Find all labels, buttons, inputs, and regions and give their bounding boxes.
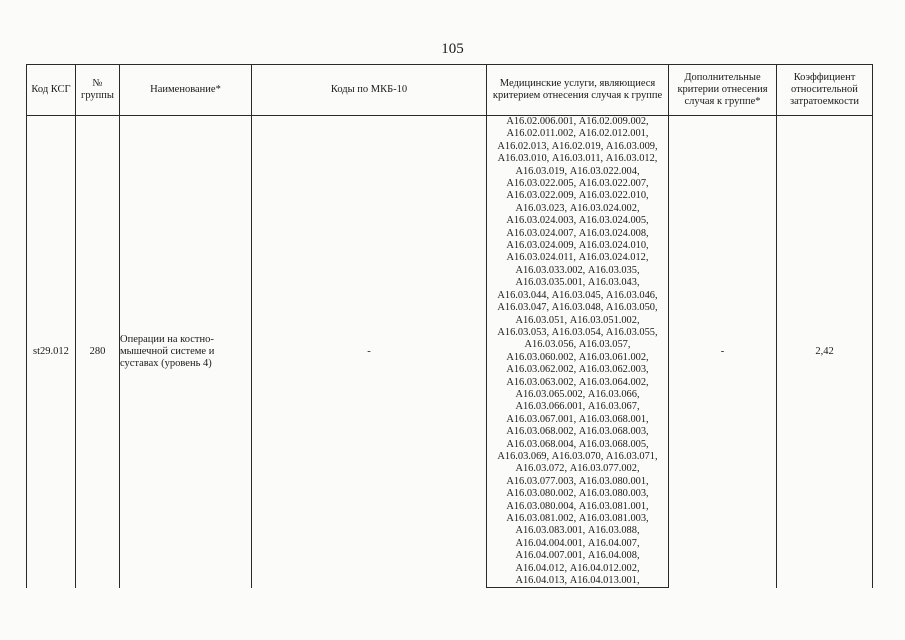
- service-codes-line: А16.03.072, А16.03.077.002,: [515, 463, 640, 475]
- service-codes-line: А16.03.051, А16.03.051.002,: [515, 314, 640, 326]
- service-codes-line: А16.03.035.001, А16.03.043,: [515, 277, 640, 289]
- header-services: Медицинские услуги, являющиеся критерием отнесения случая к группе: [487, 65, 669, 116]
- service-codes-line: А16.04.012, А16.04.012.002,: [515, 562, 640, 574]
- header-code: Код КСГ: [27, 65, 76, 116]
- service-codes-line: А16.03.033.002, А16.03.035,: [515, 264, 640, 276]
- service-codes-line: А16.03.019, А16.03.022.004,: [515, 165, 640, 177]
- service-codes-line: А16.03.056, А16.03.057,: [524, 339, 631, 351]
- service-codes-line: А16.03.044, А16.03.045, А16.03.046,: [497, 289, 658, 301]
- header-name: Наименование*: [120, 65, 252, 116]
- service-codes-line: А16.03.081.002, А16.03.081.003,: [506, 513, 649, 524]
- service-codes-line: А16.03.083.001, А16.03.088,: [515, 525, 640, 537]
- service-codes-line: А16.04.013, А16.04.013.001,: [515, 575, 640, 587]
- service-codes-line: А16.03.069, А16.03.070, А16.03.071,: [497, 450, 658, 462]
- service-codes-line: А16.03.066.001, А16.03.067,: [515, 401, 640, 413]
- cell-services: [487, 116, 669, 588]
- service-codes-line: А16.03.024.009, А16.03.024.010,: [506, 240, 649, 252]
- service-codes-line: А16.03.080.002, А16.03.080.003,: [506, 488, 649, 500]
- service-codes-line: А16.02.011.002, А16.02.012.001,: [506, 128, 649, 140]
- service-codes-line: А16.03.068.004, А16.03.068.005,: [506, 438, 649, 450]
- table-header-row: [27, 65, 873, 116]
- header-coefficient: Коэффициент относительной затратоемкости: [777, 65, 873, 116]
- service-codes-line: А16.03.024.003, А16.03.024.005,: [506, 215, 649, 227]
- page-number: 105: [441, 41, 464, 57]
- cell-coefficient: 2,42: [777, 116, 873, 588]
- service-codes-line: А16.03.023, А16.03.024.002,: [515, 202, 640, 214]
- service-codes-line: А16.03.068.002, А16.03.068.003,: [506, 426, 649, 438]
- header-group: № группы: [76, 65, 120, 116]
- service-codes-line: А16.03.022.009, А16.03.022.010,: [506, 190, 649, 202]
- ksg-table: [26, 64, 873, 588]
- service-codes-line: А16.03.024.007, А16.03.024.008,: [506, 227, 649, 239]
- service-codes-line: А16.03.067.001, А16.03.068.001,: [506, 413, 649, 425]
- service-codes-line: А16.04.007.001, А16.04.008,: [515, 550, 640, 562]
- services-list: [487, 116, 668, 587]
- service-codes-line: А16.03.062.002, А16.03.062.003,: [506, 364, 649, 376]
- service-codes-line: А16.03.022.005, А16.03.022.007,: [506, 178, 649, 190]
- service-codes-line: А16.02.013, А16.02.019, А16.03.009,: [497, 140, 658, 152]
- cell-criteria: -: [669, 116, 777, 588]
- service-codes-line: А16.03.065.002, А16.03.066,: [515, 388, 640, 400]
- cell-code: st29.012: [27, 116, 76, 588]
- header-mkb: Коды по МКБ-10: [252, 65, 487, 116]
- service-codes-line: А16.03.024.011, А16.03.024.012,: [506, 252, 649, 264]
- service-codes-line: А16.03.053, А16.03.054, А16.03.055,: [497, 326, 658, 338]
- service-codes-line: А16.03.010, А16.03.011, А16.03.012,: [497, 153, 658, 165]
- cell-group: 280: [76, 116, 120, 588]
- service-codes-line: А16.04.004.001, А16.04.007,: [515, 537, 640, 549]
- service-codes-line: А16.03.080.004, А16.03.081.001,: [506, 500, 649, 512]
- service-codes-line: А16.03.047, А16.03.048, А16.03.050,: [497, 302, 658, 314]
- cell-mkb: -: [252, 116, 487, 588]
- service-codes-line: А16.03.077.003, А16.03.080.001,: [506, 475, 649, 487]
- service-codes-line: А16.03.060.002, А16.03.061.002,: [506, 351, 649, 363]
- table-row: [27, 116, 873, 588]
- header-criteria: Дополнительные критерии отнесения случая к группе*: [669, 65, 777, 116]
- cell-name: Операции на костно-мышечной системе и суставах (уровень 4): [120, 116, 252, 588]
- service-codes-line: А16.03.063.002, А16.03.064.002,: [506, 376, 649, 388]
- service-codes-line: А16.02.006.001, А16.02.009.002,: [506, 116, 649, 127]
